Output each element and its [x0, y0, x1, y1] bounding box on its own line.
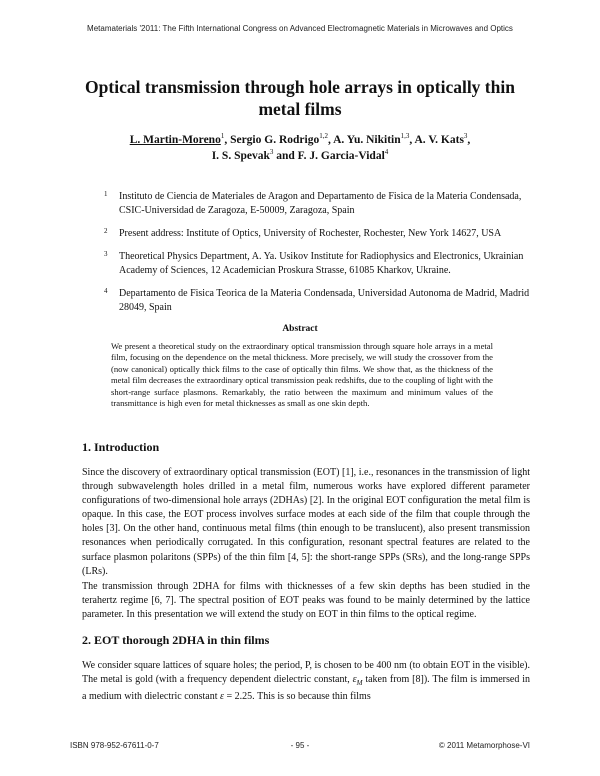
- epsilon-glyph: ε: [352, 674, 357, 686]
- paragraph-text: [82, 659, 530, 704]
- author-list: L. Martin-Moreno$^1$, Sergio G. Rodrigo$^{1,2}$, A. Yu. Nikitin$^{1,3}$, A. V. Kats$^3$, I. S. Spevak$^3$ and F. J. Garcia-Vidal$^4$: [129, 132, 471, 162]
- author-affiliation-mark: 1,3: [400, 132, 410, 141]
- author-affiliation-mark: 4: [384, 148, 389, 157]
- author-name: A. V. Kats: [414, 134, 464, 146]
- author-name: I. S. Spevak: [211, 150, 270, 162]
- epsilon-m-symbol: [352, 674, 363, 688]
- author-affiliation-mark: 3: [269, 148, 274, 157]
- title-line-1: Optical transmission through hole arrays in optically thin: [85, 77, 515, 97]
- abstract-heading: Abstract: [282, 324, 318, 334]
- affiliation-number: 1: [104, 190, 108, 198]
- paragraph-text: Since the discovery of extraordinary optical transmission (EOT) [1], i.e., resonances in the transmission of light through subwavelength holes drilled in a metal film, numerous works have explored different parameter configurations of two-dimensional hole arrays (2DHAs) [2]. In the original EOT configuration the metal film is opaque. In this case, the EOT process involves surface modes at each side of the film that couple through the holes [3]. On the other hand, continuous metal films (thin enough to be translucent), also present transmission resonances when periodically corrugated. In this configuration, resonant spectral features are related to the surface plasmon polaritons (SPPs) of the thin film [4, 5]: the short-range SPPs (SRs), and the long-range SPPs (LRs).: [82, 467, 530, 577]
- paragraph-text: The transmission through 2DHA for films with thicknesses of a few skin depths has been studied in the terahertz regime [6, 7]. The spectral position of EOT peaks was found to be mainly determined by the lattice parameter. In this presentation we will extend the study on EOT in thin films to the optical regime.: [82, 581, 530, 621]
- affiliation-number: 2: [104, 227, 108, 235]
- introduction-paragraph-2: [82, 580, 530, 622]
- affiliation-number: 4: [104, 287, 108, 295]
- author-name: Sergio G. Rodrigo: [230, 134, 320, 146]
- text-run: We consider square lattices of square holes; the period, P, is chosen to be 400 nm (to obtain EOT in the visible). The metal is gold (with a frequency dependent dielectric constant,: [82, 660, 530, 686]
- affiliation-text: Instituto de Ciencia de Materiales de Aragon and Departamento de Fisica de la Materia Condensada, CSIC-Universidad de Zaragoza, E-50009, Zaragoza, Spain: [119, 191, 522, 216]
- author-affiliation-mark: 1,2: [319, 132, 328, 141]
- section-heading-eot-thin-films: 2. EOT thorough 2DHA in thin films: [82, 633, 270, 647]
- section-heading-introduction: 1. Introduction: [82, 440, 160, 454]
- text-run: = 2.25. This is so because thin films: [223, 691, 371, 703]
- title-line-2: metal films: [258, 99, 342, 119]
- epsilon-symbol: ε: [220, 691, 224, 703]
- introduction-paragraph-1: [82, 466, 530, 579]
- author-name: L. Martin-Moreno: [129, 134, 221, 146]
- eot-section-paragraph: [82, 659, 530, 704]
- text-run: taken from [8]). The film is immersed in a medium with dielectric constant: [82, 674, 530, 703]
- footer-copyright: © 2011 Metamorphose-VI: [438, 741, 530, 750]
- affiliation-text: Theoretical Physics Department, A. Ya. Usikov Institute for Radiophysics and Electronics, Ukrainian Academy of Sciences, 12 Academician Proskura Strasse, 61085 Kharkov, Ukraine.: [119, 251, 524, 276]
- affiliation-item: [104, 190, 544, 218]
- affiliation-text: Present address: Institute of Optics, University of Rochester, Rochester, New York 14627, USA: [119, 228, 502, 239]
- paper-title: [60, 76, 540, 120]
- affiliation-number: 3: [104, 250, 108, 258]
- affiliation-list: [104, 190, 544, 324]
- running-header: Metamaterials '2011: The Fifth International Congress on Advanced Electromagnetic Materials in Microwaves and Optics: [87, 24, 513, 33]
- footer-isbn: ISBN 978-952-67611-0-7: [70, 741, 159, 750]
- affiliation-item: [104, 287, 544, 315]
- author-name: F. J. Garcia-Vidal: [297, 150, 385, 162]
- footer-page-number: - 95 -: [290, 741, 310, 750]
- affiliation-item: [104, 250, 544, 278]
- author-conjunction: and: [276, 150, 295, 162]
- affiliation-item: [104, 227, 544, 241]
- affiliation-text: Departamento de Fisica Teorica de la Materia Condensada, Universidad Autonoma de Madrid, Madrid 28049, Spain: [119, 288, 530, 313]
- epsilon-subscript: M: [356, 679, 363, 688]
- abstract-text: We present a theoretical study on the extraordinary optical transmission through square hole arrays in a metal film, focusing on the dependence on the metal thickness. More precisely, we will study the crossover from the (now canonical) optically thick films to the case of optically thin films. We show that, as the thickness of the metal film decreases the extraordinary optical transmission peak redshifts, due to the coupling of light with the short-range surface plasmons. Remarkably, the ratio between the maximum and minimum values of the transmittance is high even for metal thicknesses as small as one skin depth.: [111, 341, 493, 409]
- author-name: A. Yu. Nikitin: [333, 134, 401, 146]
- author-affiliation-mark: 1: [220, 132, 225, 141]
- author-affiliation-mark: 3: [463, 132, 468, 141]
